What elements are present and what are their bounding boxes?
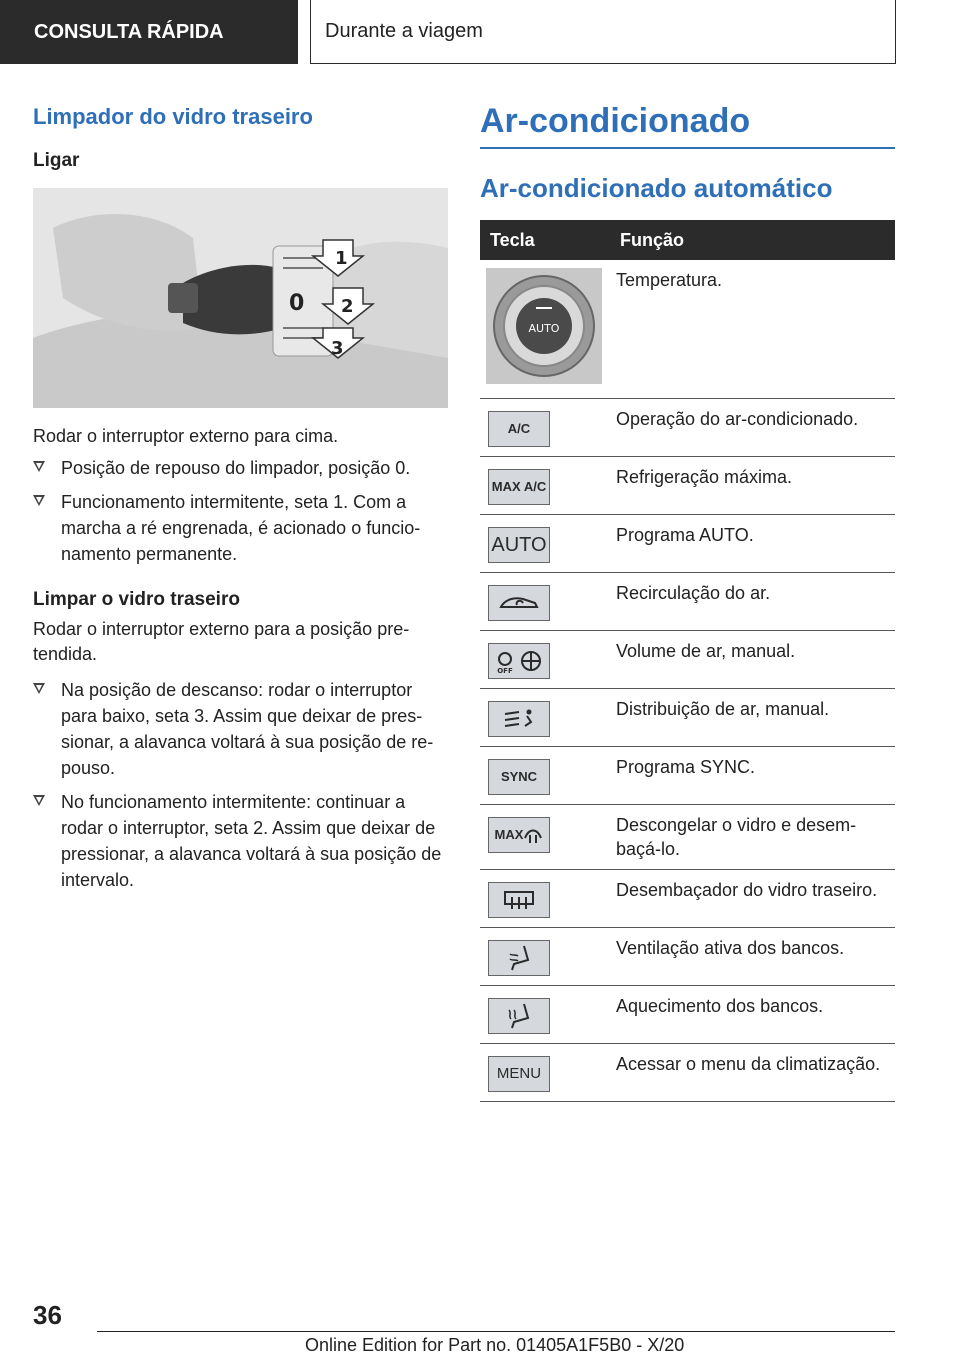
seat-heating-key-icon [488, 998, 550, 1034]
table-row [480, 260, 895, 399]
rear-defrost-key-icon [488, 882, 550, 918]
recirculation-key-icon [488, 585, 550, 621]
footer-divider [97, 1331, 895, 1332]
list-item: Posição de repouso do limpador, posição 0. [33, 455, 448, 481]
list-item: No funcionamento intermitente: continuar a rodar o interruptor, seta 2. Assim que deixar de pressionar, a alavanca voltará à sua posição de intervalo. [33, 789, 448, 893]
function-cell: Acessar o menu da climatização. [610, 1044, 895, 1102]
triangle-bullet-icon [33, 495, 45, 506]
sync-key-icon: SYNC [488, 759, 550, 795]
auto-key-icon: AUTO [488, 527, 550, 563]
function-cell: Ventilação ativa dos bancos. [610, 928, 895, 986]
section-title-rear-wiper: Limpador do vidro traseiro [33, 104, 313, 129]
photo-label-0: 0 [289, 291, 305, 316]
subsection-limpar: Limpar o vidro traseiro [33, 589, 240, 610]
table-row [480, 747, 895, 805]
table-row [480, 631, 895, 689]
function-cell: Refrigeração máxima. [610, 457, 895, 515]
list-item: Funcionamento intermitente, seta 1. Com a marcha a ré engrenada, é acionado o funcionamento permanente. [33, 489, 448, 567]
triangle-bullet-icon [33, 683, 45, 694]
page-number: 36 [33, 1300, 62, 1330]
ac-key-icon: A/C [488, 411, 550, 447]
edition-text: Online Edition for Part no. 01405A1F5B0 - X/20 [305, 1335, 685, 1355]
col-header-function: Função [610, 220, 895, 260]
function-cell: Volume de ar, manual. [610, 631, 895, 689]
menu-key-icon: MENU [488, 1056, 550, 1092]
bullet-list-ligar [33, 455, 448, 567]
function-cell: Distribuição de ar, manual. [610, 689, 895, 747]
table-row [480, 986, 895, 1044]
triangle-bullet-icon [33, 795, 45, 806]
list-item: Na posição de descanso: rodar o interruptor para baixo, seta 3. Assim que deixar de pressionar, a alavanca voltará à sua posição de repouso. [33, 677, 448, 781]
function-cell: Temperatura. [610, 260, 895, 399]
subsection-auto-ac: Ar-condicionado automático [480, 173, 833, 203]
table-row [480, 573, 895, 631]
air-distribution-key-icon [488, 701, 550, 737]
function-table [480, 220, 895, 1102]
bullet-list-limpar [33, 677, 448, 893]
max-defrost-key-icon: MAX [488, 817, 550, 853]
fan-off-label: OFF [497, 667, 513, 674]
function-cell: Descongelar o vidro e desembaçá-lo. [610, 805, 895, 870]
table-header-row [480, 220, 895, 260]
table-row [480, 457, 895, 515]
wiper-stalk-photo [33, 188, 448, 408]
subsection-ligar: Ligar [33, 150, 80, 171]
chapter-tab: Durante a viagem [310, 0, 896, 64]
fan-key-icon [488, 643, 550, 679]
photo-label-1: 1 [335, 248, 348, 269]
function-cell: Desembaçador do vidro traseiro. [610, 870, 895, 928]
section-tab: CONSULTA RÁPIDA [0, 0, 298, 64]
photo-label-3: 3 [331, 338, 344, 359]
page-header [0, 0, 960, 66]
max-ac-key-icon: MAX A/C [488, 469, 550, 505]
function-cell: Recirculação do ar. [610, 573, 895, 631]
col-header-key: Tecla [480, 220, 610, 260]
table-row [480, 1044, 895, 1102]
para-limpar: Rodar o interruptor externo para a posição pretendida. [33, 619, 410, 664]
right-column [480, 100, 895, 1102]
photo-label-2: 2 [341, 296, 354, 317]
left-column [33, 100, 448, 901]
temperature-dial-icon [486, 268, 602, 384]
function-cell: Programa SYNC. [610, 747, 895, 805]
triangle-bullet-icon [33, 461, 45, 472]
table-row [480, 805, 895, 870]
section-title-ac: Ar-condicionado [480, 102, 895, 149]
function-cell: Aquecimento dos bancos. [610, 986, 895, 1044]
dial-auto-label: AUTO [528, 322, 560, 335]
table-row [480, 870, 895, 928]
table-row [480, 689, 895, 747]
table-row [480, 399, 895, 457]
function-cell: Programa AUTO. [610, 515, 895, 573]
para-ligar: Rodar o interruptor externo para cima. [33, 426, 339, 446]
function-cell: Operação do ar-condicionado. [610, 399, 895, 457]
table-row [480, 928, 895, 986]
seat-ventilation-key-icon [488, 940, 550, 976]
table-row [480, 515, 895, 573]
